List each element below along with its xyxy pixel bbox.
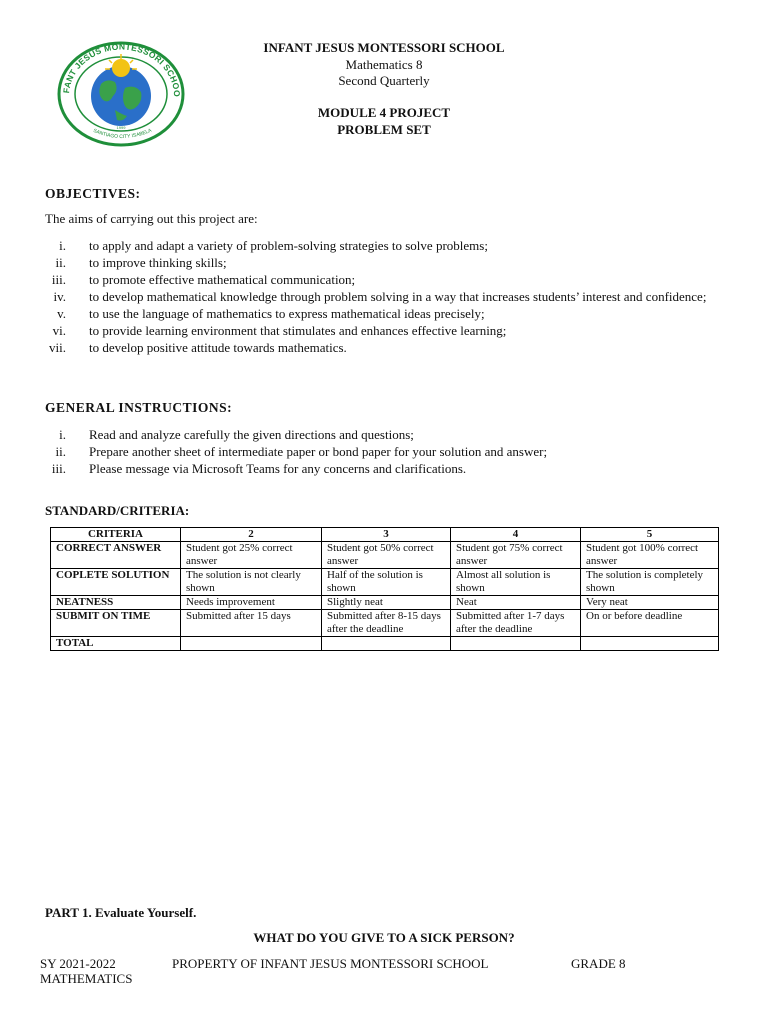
list-item	[0, 460, 722, 477]
table-row	[51, 542, 719, 569]
list-text: Please message via Microsoft Teams for any concerns and clarifications.	[89, 461, 467, 476]
table-header-row	[51, 528, 719, 542]
list-item	[0, 305, 722, 322]
table-cell: Neat	[451, 596, 581, 610]
footer-grade: GRADE 8	[571, 956, 626, 971]
list-number: vii.	[49, 340, 66, 355]
table-cell: Very neat	[581, 596, 719, 610]
table-cell	[322, 637, 451, 651]
list-number: ii.	[55, 255, 66, 270]
table-cell: Needs improvement	[181, 596, 322, 610]
table-cell: Slightly neat	[322, 596, 451, 610]
list-item	[0, 426, 722, 443]
table-cell: Student got 100% correct answer	[581, 542, 719, 569]
column-header: 2	[181, 528, 322, 542]
criteria-label: COPLETE SOLUTION	[51, 569, 181, 596]
list-number: iii.	[51, 461, 66, 476]
criteria-label: NEATNESS	[51, 596, 181, 610]
list-item	[0, 339, 722, 356]
column-header: 5	[581, 528, 719, 542]
criteria-label: SUBMIT ON TIME	[51, 610, 181, 637]
table-cell: Submitted after 15 days	[181, 610, 322, 637]
criteria-label: TOTAL	[51, 637, 181, 651]
objectives-list	[0, 237, 722, 356]
logo-place: SANTIAGO CITY ISABELA	[92, 127, 153, 141]
table-cell: The solution is not clearly shown	[181, 569, 322, 596]
module-title: MODULE 4 PROJECT	[317, 105, 451, 120]
part1-heading: PART 1. Evaluate Yourself.	[45, 905, 197, 920]
list-text: to provide learning environment that stimulates and enhances effective learning;	[89, 323, 507, 338]
list-item	[0, 443, 722, 460]
footer-subject: MATHEMATICS	[40, 971, 133, 986]
table-cell: Student got 75% correct answer	[451, 542, 581, 569]
table-row	[51, 610, 719, 637]
quarter-line: Second Quarterly	[338, 73, 430, 88]
part1-question: WHAT DO YOU GIVE TO A SICK PERSON?	[253, 930, 515, 945]
list-text: to improve thinking skills;	[89, 255, 227, 270]
list-number: iii.	[51, 272, 66, 287]
instructions-heading: GENERAL INSTRUCTIONS:	[45, 400, 233, 415]
list-number: i.	[59, 238, 66, 253]
instructions-list	[0, 426, 722, 477]
column-header: CRITERIA	[51, 528, 181, 542]
table-cell: Half of the solution is shown	[322, 569, 451, 596]
criteria-heading: STANDARD/CRITERIA:	[45, 503, 190, 518]
table-row	[51, 596, 719, 610]
list-text: to develop mathematical knowledge through problem solving in a way that increases students’ interest and confidence;	[89, 289, 707, 304]
table-cell: The solution is completely shown	[581, 569, 719, 596]
table-row	[51, 637, 719, 651]
list-text: Read and analyze carefully the given directions and questions;	[89, 427, 414, 442]
list-number: v.	[57, 306, 66, 321]
criteria-label: CORRECT ANSWER	[51, 542, 181, 569]
list-item	[0, 271, 722, 288]
logo-year: 1999	[116, 125, 126, 130]
list-text: Prepare another sheet of intermediate paper or bond paper for your solution and answer;	[89, 444, 548, 459]
footer-school-year: SY 2021-2022	[40, 956, 116, 971]
table-row	[51, 569, 719, 596]
table-cell: On or before deadline	[581, 610, 719, 637]
list-text: to develop positive attitude towards mathematics.	[89, 340, 347, 355]
list-number: iv.	[53, 289, 66, 304]
list-item	[0, 237, 722, 254]
criteria-table	[50, 527, 719, 651]
school-name: INFANT JESUS MONTESSORI SCHOOL	[263, 40, 505, 55]
document-title: PROBLEM SET	[337, 122, 431, 137]
table-cell	[181, 637, 322, 651]
table-cell: Submitted after 8-15 days after the deadline	[322, 610, 451, 637]
table-cell	[581, 637, 719, 651]
table-cell: Student got 50% correct answer	[322, 542, 451, 569]
table-cell	[451, 637, 581, 651]
list-number: i.	[59, 427, 66, 442]
table-cell: Student got 25% correct answer	[181, 542, 322, 569]
footer-property: PROPERTY OF INFANT JESUS MONTESSORI SCHOOL	[172, 956, 489, 971]
list-number: vi.	[52, 323, 66, 338]
list-text: to apply and adapt a variety of problem-solving strategies to solve problems;	[89, 238, 488, 253]
column-header: 3	[322, 528, 451, 542]
table-cell: Submitted after 1-7 days after the deadline	[451, 610, 581, 637]
list-item	[0, 288, 722, 305]
objectives-heading: OBJECTIVES:	[45, 186, 141, 201]
list-text: to promote effective mathematical communication;	[89, 272, 356, 287]
list-number: ii.	[55, 444, 66, 459]
list-item	[0, 254, 722, 271]
column-header: 4	[451, 528, 581, 542]
list-text: to use the language of mathematics to express mathematical ideas precisely;	[89, 306, 485, 321]
logo-ring-text: FANT JESUS MONTESSORI SCHOO	[61, 41, 183, 98]
list-item	[0, 322, 722, 339]
subject-line: Mathematics 8	[345, 57, 423, 72]
table-cell: Almost all solution is shown	[451, 569, 581, 596]
objectives-intro: The aims of carrying out this project are:	[45, 211, 258, 226]
